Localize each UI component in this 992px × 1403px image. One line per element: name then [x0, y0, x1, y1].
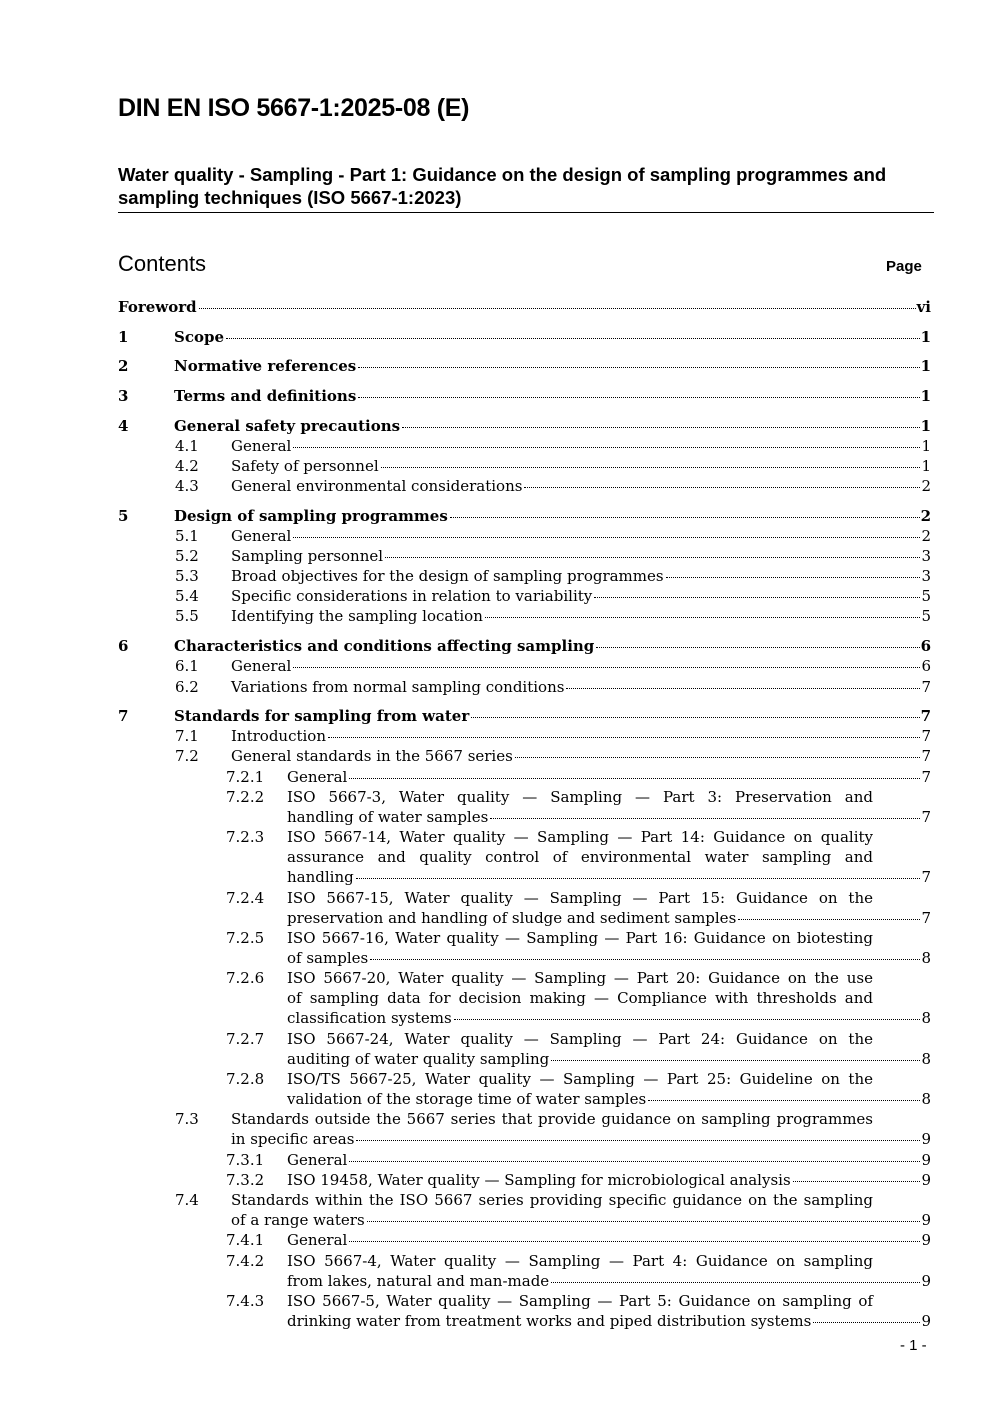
toc-entry-page: 1: [920, 417, 931, 435]
toc-entry-title: Standards for sampling from water: [174, 707, 470, 725]
toc-entry-number: 7.3.2: [226, 1171, 265, 1189]
toc-entry-number: 4.3: [175, 477, 199, 495]
toc-entry-title: Design of sampling programmes: [174, 507, 448, 525]
toc-entry-title-line: [231, 476, 931, 496]
toc-entry-title: Terms and definitions: [174, 387, 357, 405]
toc-entry-number: 7.4: [175, 1191, 199, 1209]
toc-entry-number: 3: [118, 387, 129, 405]
toc-entry[interactable]: [0, 546, 992, 566]
toc-entry-page: 8: [921, 1009, 931, 1028]
toc-entry-title-line: [287, 1170, 931, 1190]
dot-leader: [381, 467, 921, 468]
toc-entry-number: 7.2.5: [226, 929, 265, 947]
toc-entry-page: 1: [920, 387, 931, 405]
toc-entry[interactable]: [0, 888, 992, 928]
toc-entry-number: 5.4: [175, 587, 199, 605]
toc-entry-page: 9: [921, 1312, 931, 1331]
dot-leader: [328, 737, 920, 738]
toc-entry-number: 4.1: [175, 437, 199, 455]
toc-entry-number: 7.4.3: [226, 1292, 265, 1310]
toc-entry[interactable]: [0, 1251, 992, 1291]
toc-entry-title-line: [231, 566, 931, 586]
toc-entry-title-line: ISO 5667-16, Water quality — Sampling — Part 16: Guidance on biotesting: [287, 929, 873, 947]
dot-leader: [551, 1060, 920, 1061]
dot-leader: [199, 308, 916, 309]
toc-entry-title: Specific considerations in relation to variability: [231, 587, 593, 605]
toc-entry[interactable]: [0, 327, 992, 347]
dot-leader: [367, 1221, 921, 1222]
toc-entry-title: auditing of water quality sampling: [287, 1050, 550, 1069]
toc-entry-page: 3: [921, 567, 931, 585]
toc-entry-title: in specific areas: [231, 1130, 355, 1149]
toc-entry-title-line: [287, 1230, 931, 1250]
dot-leader: [813, 1322, 920, 1323]
toc-entry-page: 1: [921, 437, 931, 455]
toc-entry-title-line: [231, 436, 931, 456]
toc-entry[interactable]: [0, 526, 992, 546]
page-title: DIN EN ISO 5667-1:2025-08 (E): [118, 94, 470, 122]
toc-entry-title-line: [231, 1129, 931, 1149]
toc-entry[interactable]: [0, 1190, 992, 1230]
toc-entry-title-line: [231, 546, 931, 566]
toc-entry-page: 5: [921, 587, 931, 605]
toc-entry-title: Sampling personnel: [231, 547, 384, 565]
toc-entry-title-line: of sampling data for decision making — Compliance with thresholds and: [287, 989, 873, 1008]
toc-entry-title: of samples: [287, 949, 369, 968]
toc-entry-title-line: Standards within the ISO 5667 series providing specific guidance on the sampling: [231, 1191, 873, 1209]
toc-entry[interactable]: [0, 636, 992, 656]
toc-entry-page: 6: [920, 637, 931, 655]
toc-entry[interactable]: [0, 416, 992, 436]
toc-entry-title-line: [231, 456, 931, 476]
toc-entry-number: 7.2: [175, 747, 199, 765]
toc-entry-title: Scope: [174, 328, 225, 346]
toc-entry-title-line: [287, 1311, 931, 1331]
toc-entry[interactable]: [0, 1230, 992, 1250]
toc-entry-title: Characteristics and conditions affecting sampling: [174, 637, 595, 655]
toc-entry-page: 9: [921, 1211, 931, 1230]
toc-entry[interactable]: [0, 656, 992, 676]
toc-entry-page: 8: [921, 1050, 931, 1069]
toc-entry-title: General standards in the 5667 series: [231, 747, 513, 765]
toc-entry-number: 1: [118, 328, 129, 346]
toc-entry[interactable]: [0, 1170, 992, 1190]
toc-entry-title-line: [287, 908, 931, 928]
toc-entry-title-line: [174, 636, 931, 656]
toc-entry-title-line: ISO 5667-3, Water quality — Sampling — Part 3: Preservation and: [287, 788, 873, 806]
toc-entry-title: General: [231, 437, 292, 455]
toc-entry-number: 7.2.7: [226, 1030, 265, 1048]
toc-entry-title-line: [174, 506, 931, 526]
toc-entry-number: 7.2.1: [226, 768, 265, 786]
toc-entry-title: Introduction: [231, 727, 326, 745]
toc-entry-number: 7.2.8: [226, 1070, 265, 1088]
toc-entry-title-line: [231, 746, 931, 766]
toc-entry-title: of a range waters: [231, 1211, 365, 1230]
dot-leader: [738, 919, 920, 920]
toc-entry-page: 8: [921, 1090, 931, 1109]
toc-entry[interactable]: [0, 1150, 992, 1170]
dot-leader: [385, 557, 920, 558]
toc-entry-number: 7.2.6: [226, 969, 265, 987]
toc-entry-title-line: ISO/TS 5667-25, Water quality — Sampling — Part 25: Guideline on the: [287, 1070, 873, 1088]
toc-entry-title: Broad objectives for the design of sampling programmes: [231, 567, 664, 585]
dot-leader: [594, 597, 920, 598]
toc-entry-title-line: ISO 5667-15, Water quality — Sampling — Part 15: Guidance on the: [287, 889, 873, 907]
toc-entry[interactable]: [0, 356, 992, 376]
toc-entry-title-line: [287, 867, 931, 887]
toc-entry[interactable]: [0, 767, 992, 787]
contents-heading: Contents: [118, 251, 207, 276]
toc-entry-title-line: [287, 948, 931, 968]
toc-entry-title: General safety precautions: [174, 417, 401, 435]
toc-entry-title-line: [231, 586, 931, 606]
dot-leader: [370, 959, 920, 960]
dot-leader: [551, 1282, 920, 1283]
dot-leader: [402, 427, 920, 428]
toc-entry-title: classification systems: [287, 1009, 452, 1028]
toc-entry-page: 1: [920, 357, 931, 375]
toc-entry-title: Identifying the sampling location: [231, 607, 483, 625]
toc-entry-page: 9: [921, 1171, 931, 1189]
toc-entry[interactable]: [0, 566, 992, 586]
toc-entry-title-line: [231, 677, 931, 697]
toc-entry-title-line: ISO 5667-14, Water quality — Sampling — Part 14: Guidance on quality: [287, 828, 873, 846]
dot-leader: [358, 367, 919, 368]
document-subtitle: Water quality - Sampling - Part 1: Guidance on the design of sampling programmes and sampling techniques (ISO 5667-1:2023): [118, 163, 934, 213]
toc-entry[interactable]: [0, 456, 992, 476]
toc-entry-title-line: [231, 656, 931, 676]
toc-entry-number: 6: [118, 637, 129, 655]
toc-entry[interactable]: [0, 928, 992, 968]
toc-entry-title-line: [174, 386, 931, 406]
toc-entry-number: 5.5: [175, 607, 199, 625]
toc-entry[interactable]: [0, 1109, 992, 1149]
toc-entry-number: 7.4.1: [226, 1231, 265, 1249]
dot-leader: [524, 487, 920, 488]
dot-leader: [356, 1140, 920, 1141]
toc-entry-number: 7.1: [175, 727, 199, 745]
toc-entry-number: 7.2.2: [226, 788, 265, 806]
toc-entry-number: 5.2: [175, 547, 199, 565]
toc-entry-title-line: [287, 1049, 931, 1069]
toc-entry[interactable]: [0, 386, 992, 406]
dot-leader: [293, 447, 920, 448]
toc-entry-number: 2: [118, 357, 129, 375]
toc-entry-page: 2: [921, 477, 931, 495]
toc-entry-page: 7: [921, 768, 931, 786]
toc-entry-title-line: [287, 807, 931, 827]
toc-entry-number: 6.2: [175, 678, 199, 696]
toc-entry[interactable]: [0, 706, 992, 726]
toc-entry-title: ISO 19458, Water quality — Sampling for microbiological analysis: [287, 1171, 791, 1189]
toc-entry[interactable]: [0, 586, 992, 606]
toc-entry-page: 3: [921, 547, 931, 565]
toc-entry-title: validation of the storage time of water samples: [287, 1090, 647, 1109]
toc-entry-page: 7: [921, 678, 931, 696]
toc-entry-page: 2: [921, 527, 931, 545]
dot-leader: [349, 778, 920, 779]
footer-page-number: - 1 -: [900, 1337, 927, 1354]
dot-leader: [566, 688, 920, 689]
dot-leader: [490, 818, 920, 819]
toc-entry-title: General environmental considerations: [231, 477, 523, 495]
dot-leader: [349, 1241, 920, 1242]
page-column-label: Page: [886, 258, 922, 275]
toc-entry-title-line: [231, 1210, 931, 1230]
toc-entry-title-line: [287, 1271, 931, 1291]
toc-entry-title-line: [231, 606, 931, 626]
toc-entry-title: handling of water samples: [287, 808, 489, 827]
toc-entry-page: vi: [916, 298, 931, 316]
toc-entry[interactable]: [0, 968, 992, 1029]
toc-entry-page: 7: [921, 808, 931, 827]
dot-leader: [226, 338, 920, 339]
dot-leader: [471, 717, 919, 718]
dot-leader: [485, 617, 921, 618]
toc-entry-title: Foreword: [118, 298, 197, 316]
toc-entry-page: 7: [920, 707, 931, 725]
toc-entry-title-line: [231, 526, 931, 546]
dot-leader: [515, 757, 921, 758]
toc-entry[interactable]: [0, 436, 992, 456]
toc-entry-title-line: [287, 767, 931, 787]
toc-entry-title: General: [287, 768, 348, 786]
toc-entry[interactable]: [0, 297, 992, 317]
toc-entry-title-line: ISO 5667-24, Water quality — Sampling — Part 24: Guidance on the: [287, 1030, 873, 1048]
toc-entry-page: 6: [921, 657, 931, 675]
toc-entry-page: 9: [921, 1272, 931, 1291]
toc-entry-page: 5: [921, 607, 931, 625]
toc-entry-page: 1: [920, 328, 931, 346]
toc-entry-title: Safety of personnel: [231, 457, 379, 475]
toc-entry[interactable]: [0, 787, 992, 827]
toc-entry-number: 5.3: [175, 567, 199, 585]
toc-entry-page: 9: [921, 1151, 931, 1169]
toc-entry-page: 1: [921, 457, 931, 475]
toc-entry-number: 6.1: [175, 657, 199, 675]
dot-leader: [356, 878, 921, 879]
toc-entry-title-line: ISO 5667-5, Water quality — Sampling — Part 5: Guidance on sampling of: [287, 1292, 873, 1310]
toc-entry-title: Normative references: [174, 357, 357, 375]
toc-entry-number: 7.2.3: [226, 828, 265, 846]
dot-leader: [358, 397, 919, 398]
toc-entry-title-line: [174, 356, 931, 376]
toc-entry[interactable]: [0, 506, 992, 526]
toc-entry-page: 7: [921, 727, 931, 745]
toc-entry[interactable]: [0, 677, 992, 697]
toc-entry-title-line: [287, 1150, 931, 1170]
toc-entry-page: 2: [920, 507, 931, 525]
toc-entry-page: 9: [921, 1130, 931, 1149]
toc-entry-title: General: [231, 657, 292, 675]
dot-leader: [596, 647, 919, 648]
toc-entry-number: 4: [118, 417, 129, 435]
toc-entry-page: 7: [921, 868, 931, 887]
toc-entry[interactable]: [0, 606, 992, 626]
toc-entry-title-line: [231, 726, 931, 746]
toc-entry-title-line: [174, 706, 931, 726]
toc-entry-title: from lakes, natural and man-made: [287, 1272, 550, 1291]
dot-leader: [293, 667, 920, 668]
toc-entry[interactable]: [0, 827, 992, 888]
toc-entry-page: 8: [921, 949, 931, 968]
toc-entry-page: 9: [921, 1231, 931, 1249]
toc-entry-page: 7: [921, 909, 931, 928]
toc-entry-title-line: [118, 297, 931, 317]
toc-entry-number: 7.4.2: [226, 1252, 265, 1270]
toc-entry[interactable]: [0, 1291, 992, 1331]
toc-entry-title-line: Standards outside the 5667 series that provide guidance on sampling programmes: [231, 1110, 873, 1128]
dot-leader: [349, 1161, 920, 1162]
toc-entry-number: 7: [118, 707, 129, 725]
toc-entry-title: Variations from normal sampling conditions: [231, 678, 565, 696]
dot-leader: [648, 1100, 920, 1101]
toc-entry-number: 7.2.4: [226, 889, 265, 907]
toc-entry-title-line: assurance and quality control of environmental water sampling and: [287, 848, 873, 867]
toc-entry-title: handling: [287, 868, 354, 887]
toc-entry[interactable]: [0, 746, 992, 766]
dot-leader: [450, 517, 920, 518]
dot-leader: [454, 1019, 921, 1020]
toc-entry-number: 5.1: [175, 527, 199, 545]
toc-entry-title-line: [174, 327, 931, 347]
toc-entry-title: General: [287, 1231, 348, 1249]
toc-entry-title-line: ISO 5667-4, Water quality — Sampling — Part 4: Guidance on sampling: [287, 1252, 873, 1270]
toc-entry-title-line: [287, 1089, 931, 1109]
toc-entry[interactable]: [0, 1029, 992, 1069]
toc-entry-title-line: [287, 1008, 931, 1028]
toc-entry-number: 5: [118, 507, 129, 525]
toc-entry-title-line: [174, 416, 931, 436]
toc-entry[interactable]: [0, 476, 992, 496]
toc-entry-number: 7.3.1: [226, 1151, 265, 1169]
toc-entry-number: 4.2: [175, 457, 199, 475]
toc-entry[interactable]: [0, 1069, 992, 1109]
toc-entry-title-line: ISO 5667-20, Water quality — Sampling — Part 20: Guidance on the use: [287, 969, 873, 987]
dot-leader: [293, 537, 920, 538]
toc-entry-number: 7.3: [175, 1110, 199, 1128]
toc-entry-page: 7: [921, 747, 931, 765]
toc-entry-title: General: [231, 527, 292, 545]
toc-entry-title: drinking water from treatment works and piped distribution systems: [287, 1312, 812, 1331]
toc-entry-title: General: [287, 1151, 348, 1169]
dot-leader: [666, 577, 921, 578]
toc-entry-title: preservation and handling of sludge and sediment samples: [287, 909, 737, 928]
dot-leader: [793, 1181, 921, 1182]
toc-entry[interactable]: [0, 726, 992, 746]
